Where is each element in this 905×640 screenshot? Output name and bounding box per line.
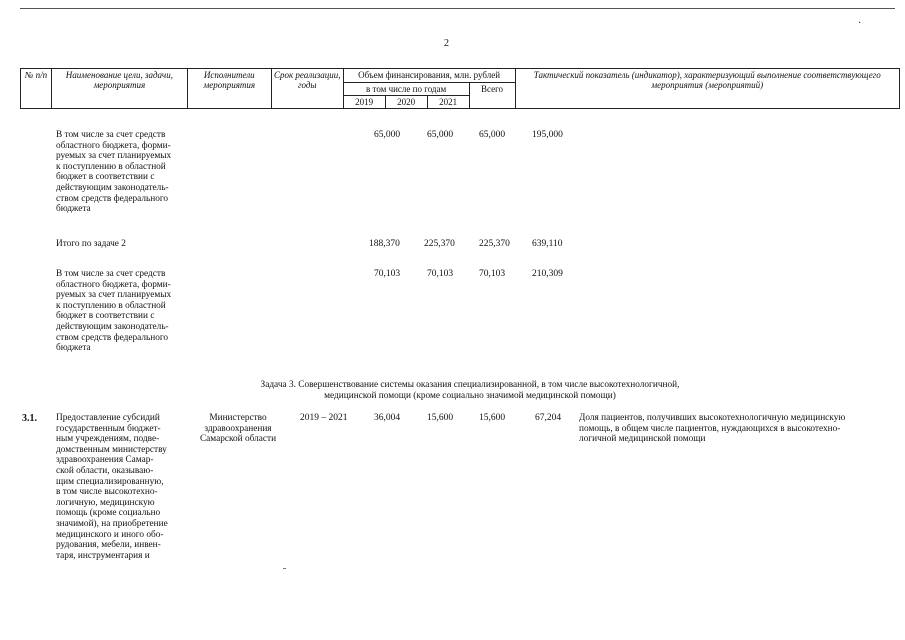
text-line: логичную, медицинскую xyxy=(56,497,155,508)
item31-total: 67,204 xyxy=(535,413,562,423)
text-line: бюджета xyxy=(56,343,91,354)
row1-label xyxy=(56,130,190,215)
text-line: рудования, мебели, инвен- xyxy=(56,540,161,551)
row2-2021: 225,370 xyxy=(479,239,510,249)
header-executors: Исполнители мероприятия xyxy=(187,69,271,109)
page-number: 2 xyxy=(444,38,449,49)
text-line: значимой), на приобретение xyxy=(56,518,168,529)
text-line: действующим законодатель- xyxy=(56,321,169,332)
text-line: здравоохранения Самар- xyxy=(56,455,154,466)
header-financing: Объем финансирования, млн. рублей xyxy=(343,69,515,83)
header-term: Срок реализации, годы xyxy=(271,69,343,109)
text-line: к поступлению в областной xyxy=(56,300,166,311)
text-line: ным учреждениям, подве- xyxy=(56,434,160,445)
text-line: медицинского и иного обо- xyxy=(56,529,164,540)
row2-2020: 225,370 xyxy=(424,239,455,249)
text-line: В том числе за счет средств xyxy=(56,269,166,279)
text-line: помощь, в общем числе пациентов, нуждающихся в высокотехно- xyxy=(579,423,841,434)
scan-speck xyxy=(283,568,286,569)
header-name: Наименование цели, задачи, мероприятия xyxy=(51,69,187,109)
row2-total: 639,110 xyxy=(532,239,563,249)
row2-2019: 188,370 xyxy=(369,239,400,249)
text-line: действующим законодатель- xyxy=(56,182,169,193)
item31-2019: 36,004 xyxy=(374,413,401,423)
text-line: областного бюджета, форми- xyxy=(56,140,171,151)
header-total: Всего xyxy=(469,83,515,109)
row3-2020: 70,103 xyxy=(427,269,454,279)
row1-2021: 65,000 xyxy=(479,130,506,140)
header-year-2021: 2021 xyxy=(427,96,469,109)
row3-2019: 70,103 xyxy=(374,269,401,279)
top-rule xyxy=(20,8,895,9)
item31-2020: 15,600 xyxy=(427,413,454,423)
text-line: бюджет в соответствии с xyxy=(56,172,155,183)
text-line: руемых за счет планируемых xyxy=(56,151,172,162)
item-number: 3.1. xyxy=(22,413,37,424)
text-line: к поступлению в областной xyxy=(56,161,166,172)
row2-label: Итого по задаче 2 xyxy=(56,239,126,249)
task3-heading xyxy=(150,380,790,401)
item31-description xyxy=(56,413,190,561)
row1-2020: 65,000 xyxy=(427,130,454,140)
text-line: государственным бюджет- xyxy=(56,423,161,434)
text-line: бюджета xyxy=(56,204,91,215)
header-indicator: Тактический показатель (индикатор), характеризующий выполнение соответствующего мероприятия (мероприятий) xyxy=(515,69,900,109)
item31-indicator xyxy=(579,413,899,445)
task3-line2: медицинской помощи (кроме социально значимой медицинской помощи) xyxy=(324,390,616,401)
text-line: логичной медицинской помощи xyxy=(579,434,706,445)
text-line: областного бюджета, форми- xyxy=(56,279,171,290)
text-line: щим специализированную, xyxy=(56,476,164,487)
task3-line1: Задача 3. Совершенствование системы оказания специализированной, в том числе высокотехнологичной, xyxy=(260,380,680,390)
row3-total: 210,309 xyxy=(532,269,563,279)
header-by-years: в том числе по годам xyxy=(343,83,469,96)
text-line: ством средств федерального xyxy=(56,193,169,204)
text-line: Предоставление субсидий xyxy=(56,413,160,423)
text-line: бюджет в соответствии с xyxy=(56,311,155,322)
stray-mark: · xyxy=(858,18,862,29)
text-line: Самарской области xyxy=(199,434,277,445)
text-line: В том числе за счет средств xyxy=(56,130,166,140)
row1-2019: 65,000 xyxy=(374,130,401,140)
item31-2021: 15,600 xyxy=(479,413,506,423)
text-line: ством средств федерального xyxy=(56,332,169,343)
text-line: Министерство xyxy=(209,413,267,423)
item31-executor xyxy=(192,413,284,445)
text-line: руемых за счет планируемых xyxy=(56,290,172,301)
item31-term: 2019 – 2021 xyxy=(300,413,348,423)
text-line: ской области, оказываю- xyxy=(56,465,154,476)
row3-label xyxy=(56,269,190,354)
header-year-2019: 2019 xyxy=(343,96,385,109)
text-line: в том числе высокотехно- xyxy=(56,487,158,498)
text-line: таря, инструментария и xyxy=(56,550,150,561)
column-header-table xyxy=(20,68,900,109)
text-line: Доля пациентов, получивших высокотехнологичную медицинскую xyxy=(579,413,846,423)
row3-2021: 70,103 xyxy=(479,269,506,279)
row1-total: 195,000 xyxy=(532,130,563,140)
text-line: домственным министерству xyxy=(56,444,167,455)
text-line: помощь (кроме социально xyxy=(56,508,161,519)
text-line: здравоохранения xyxy=(204,423,272,434)
header-year-2020: 2020 xyxy=(385,96,427,109)
header-num: № п/п xyxy=(21,69,52,109)
